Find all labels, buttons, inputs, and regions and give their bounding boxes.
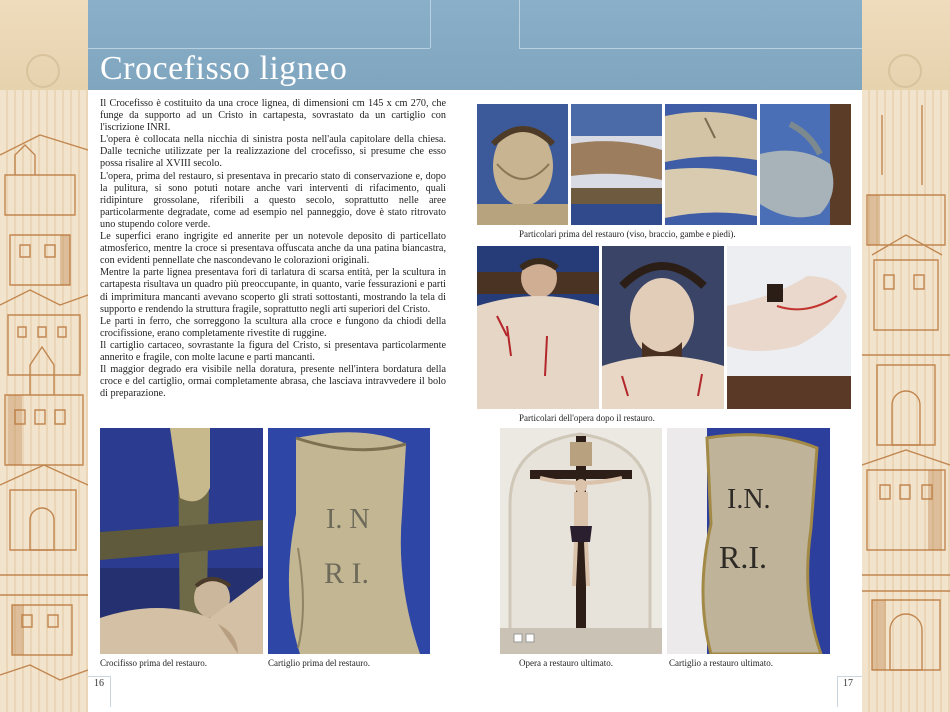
photo-detail-face-before [477, 104, 568, 225]
photo-detail-face-after [602, 246, 724, 409]
photo-detail-feet-after [727, 246, 851, 409]
band-divider [430, 0, 431, 48]
scroll-inscription-line1: I.N. [727, 484, 771, 515]
city-sketch-left [0, 95, 88, 712]
caption-scroll-before: Cartiglio prima del restauro. [268, 658, 370, 668]
caption-details-before: Particolari prima del restauro (viso, braccio, gambe e piedi). [519, 229, 736, 239]
page-title: Crocefisso ligneo [100, 50, 348, 87]
photo-crucifix-before [100, 428, 263, 654]
paragraph: L'opera, prima del restauro, si presentava in precario stato di conservazione e, dopo la pulitura, si sono potuti notare anche vari interventi di rifacimento, quali ridipinture grossolane, riferibili a questo secolo, soprattutto nelle aree particolarmente degradate, come ad esempio nel panneggio, dove è stato ritrovato uno stupendo colore verde. [100, 170, 446, 230]
paragraph: L'opera è collocata nella nicchia di sinistra posta nell'aula capitolare della chiesa. Dalle tecniche utilizzate per la realizzazione del crocefisso, si presume che esso possa risalire al XVIII secolo. [100, 134, 446, 170]
paragraph: Le superfici erano ingrigite ed annerite per un notevole deposito di particellato atmosferico, mentre la croce si presentava offuscata anche da una patina biancastra, con evidenti pennellate che nascondevano le colorazioni originali. [100, 231, 446, 267]
band-divider [519, 0, 520, 48]
caption-crucifix-before: Crocifisso prima del restauro. [100, 658, 207, 668]
title-band [88, 0, 473, 90]
photo-detail-arm-before [571, 104, 662, 225]
left-page [88, 0, 473, 712]
right-page [473, 0, 862, 712]
photo-scroll-before [268, 428, 430, 654]
paragraph: Le parti in ferro, che sorreggono la scultura alla croce e fungono da chiodi della crocifissione, erano completamente rivestite di ruggine. [100, 315, 446, 339]
photo-work-after [500, 428, 662, 654]
page-number-right: 17 [843, 678, 853, 689]
paragraph: Il cartiglio cartaceo, sovrastante la figura del Cristo, si presentava particolarmente annerito e fragile, con molte lacune e parti mancanti. [100, 339, 446, 363]
photo-detail-legs-before [665, 104, 757, 225]
caption-scroll-after: Cartiglio a restauro ultimato. [669, 658, 773, 668]
scroll-inscription-line2: R.I. [719, 539, 767, 575]
header-band [473, 0, 862, 90]
caption-details-after: Particolari dell'opera dopo il restauro. [519, 413, 655, 423]
paragraph: Il maggior degrado era visibile nella doratura, presente nell'intera bordatura della croce e del cartiglio, ormai completamente abrasa, che lasciava intravvedere il bolo di preparazione. [100, 364, 446, 400]
page-number-left: 16 [94, 678, 104, 689]
paragraph: Il Crocefisso è costituito da una croce lignea, di dimensioni cm 145 x cm 270, che funge da supporto ad un Cristo in cartapesta, sovrastato da un cartiglio con l'iscrizione INRI. [100, 98, 446, 134]
photo-scroll-after [667, 428, 830, 654]
seal-emblem-icon [888, 54, 922, 88]
city-sketch-right [862, 95, 950, 712]
caption-work-after: Opera a restauro ultimato. [519, 658, 613, 668]
right-margin-header [862, 0, 950, 90]
right-decorative-margin [862, 0, 950, 712]
left-decorative-margin [0, 0, 88, 712]
body-text [100, 98, 446, 400]
band-rule [88, 48, 430, 49]
photo-detail-feet-before [760, 104, 851, 225]
left-margin-header [0, 0, 88, 90]
paragraph: Mentre la parte lignea presentava fori di tarlatura di scarsa entità, per la scultura in cartapesta risultava un quadro più preoccupante, in quanto, varie fessurazioni e parti di imprimitura mancanti avevano scoperto gli strati sottostanti, mostrando la tela di supporto e rendendo la struttura fragile, soprattutto negli arti superiori del Cristo. [100, 267, 446, 315]
band-rule [519, 48, 862, 49]
scroll-inscription-line1: I. N [326, 504, 370, 535]
photo-detail-torso-after [477, 246, 599, 409]
scroll-inscription-line2: R I. [324, 557, 369, 590]
seal-emblem-icon [26, 54, 60, 88]
